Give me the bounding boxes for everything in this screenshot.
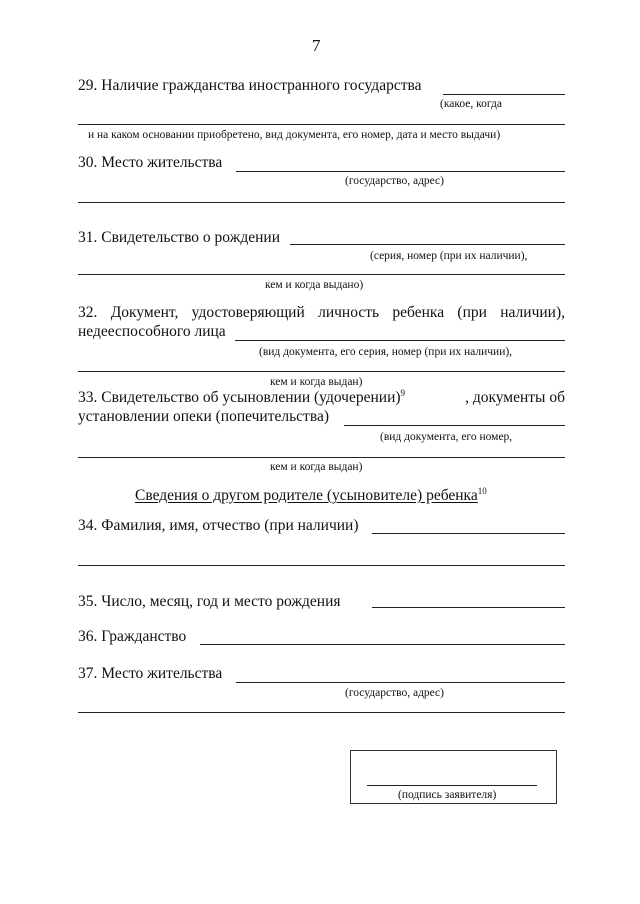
item-33-line-1-tail: , документы об [465,389,565,406]
item-33-line-1 [78,389,565,407]
signature-box [350,750,557,804]
item-32-line-2: недееспособного лица [78,323,226,340]
item-29-hint-2: и на каком основании приобретено, вид документа, его номер, дата и место выдачи) [88,129,501,141]
footnote-10-marker: 10 [477,485,487,496]
item-32-line-1: 32. Документ, удостоверяющий личность ребенка (при наличии), [78,304,565,321]
item-30-hint: (государство, адрес) [345,175,444,187]
page-number: 7 [312,36,321,55]
item-32-hint-1: (вид документа, его серия, номер (при их наличии), [259,346,513,358]
signature-line[interactable] [367,785,537,786]
item-32-hint-2: кем и когда выдан) [270,376,363,388]
item-29-label: 29. Наличие гражданства иностранного государства [78,77,422,94]
item-31-hint-2: кем и когда выдано) [265,279,364,291]
item-33-field-1[interactable] [344,425,565,426]
item-36-field[interactable] [200,644,565,645]
signature-caption: (подпись заявителя) [398,789,497,801]
item-34-field-2[interactable] [78,565,565,566]
item-29-field-2[interactable] [78,124,565,125]
item-32-field-2[interactable] [78,371,565,372]
item-31-label: 31. Свидетельство о рождении [78,229,281,246]
footnote-9-marker: 9 [400,387,406,398]
item-33-field-2[interactable] [78,457,565,458]
item-37-hint: (государство, адрес) [345,687,444,699]
item-33-line-2: установлении опеки (попечительства) [78,408,329,425]
section-title: Сведения о другом родителе (усыновителе) ребенка$^{10}$ [135,485,487,504]
item-31-field-1[interactable] [290,244,565,245]
item-33-hint-2: кем и когда выдан) [270,461,363,473]
item-29-field-1[interactable] [443,94,565,95]
item-30-field-1[interactable] [236,171,565,172]
item-31-field-2[interactable] [78,274,565,275]
item-30-label: 30. Место жительства [78,154,223,171]
item-33-line-1-head: 33. Свидетельство об усыновлении (удочерении)$^9$ [78,387,406,406]
item-36-label: 36. Гражданство [78,628,187,645]
item-29-hint-1: (какое, когда [440,98,502,110]
item-30-field-2[interactable] [78,202,565,203]
item-37-field-2[interactable] [78,712,565,713]
item-37-label: 37. Место жительства [78,665,223,682]
item-33-hint-1: (вид документа, его номер, [380,431,513,443]
item-31-hint-1: (серия, номер (при их наличии), [370,250,528,262]
item-34-field-1[interactable] [372,533,565,534]
item-35-label: 35. Число, месяц, год и место рождения [78,593,341,610]
item-35-field[interactable] [372,607,565,608]
item-32-field-1[interactable] [235,340,565,341]
item-37-field-1[interactable] [236,682,565,683]
item-34-label: 34. Фамилия, имя, отчество (при наличии) [78,517,359,534]
